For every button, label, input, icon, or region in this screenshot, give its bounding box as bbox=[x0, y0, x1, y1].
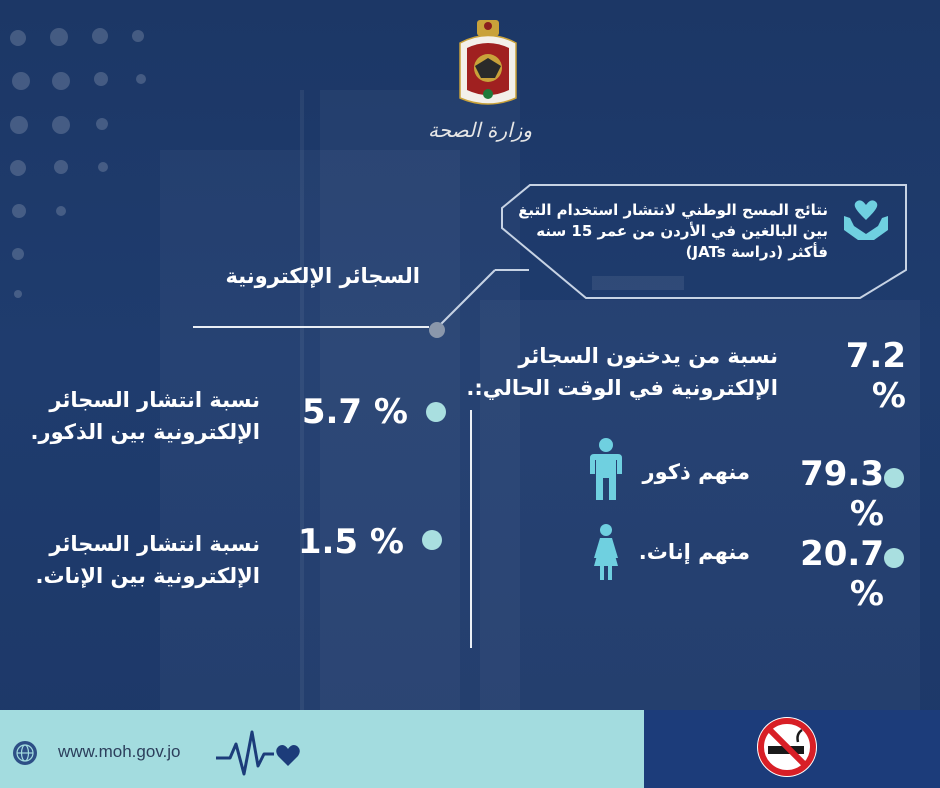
prevalence-females-value: 1.5 % bbox=[297, 522, 404, 562]
prevalence-females-label-line1: نسبة انتشار السجائر bbox=[49, 532, 260, 556]
bullet-dot bbox=[426, 402, 446, 422]
vertical-divider bbox=[470, 410, 472, 648]
survey-title-line3: فأكثر (دراسة JATs) bbox=[685, 243, 828, 261]
ministry-name: وزارة الصحة bbox=[428, 118, 532, 142]
survey-title-line2: بين البالغين في الأردن من عمر 15 سنه bbox=[536, 222, 828, 240]
males-share-value: 79.3 % bbox=[800, 454, 884, 534]
prevalence-males-value: 5.7 % bbox=[301, 392, 408, 432]
hands-heart-icon bbox=[840, 198, 892, 244]
bullet-dot bbox=[422, 530, 442, 550]
current-users-label-line1: نسبة من يدخنون السجائر bbox=[518, 344, 778, 368]
footer-info-bar bbox=[0, 710, 644, 788]
males-share-label: منهم ذكور bbox=[642, 460, 750, 484]
bullet-dot bbox=[884, 468, 904, 488]
prevalence-females-label-line2: الإلكترونية بين الإناث. bbox=[35, 564, 260, 588]
current-users-value: 7.2 % bbox=[845, 336, 906, 416]
females-share-label: منهم إناث. bbox=[638, 540, 750, 564]
section-underline bbox=[193, 326, 429, 328]
survey-title-line1: نتائج المسح الوطني لانتشار استخدام التبغ bbox=[518, 201, 828, 219]
no-smoking-icon bbox=[754, 714, 820, 780]
females-share-value: 20.7 % bbox=[800, 534, 884, 614]
prevalence-males-label-line2: الإلكترونية بين الذكور. bbox=[30, 420, 260, 444]
globe-icon bbox=[12, 740, 38, 766]
prevalence-males-label bbox=[20, 384, 260, 448]
heartbeat-heart-icon bbox=[216, 726, 308, 788]
current-users-label-line2: الإلكترونية في الوقت الحالي:. bbox=[466, 376, 778, 400]
website-link[interactable]: www.moh.gov.jo bbox=[58, 742, 181, 761]
current-users-label bbox=[460, 340, 778, 404]
bullet-dot bbox=[884, 548, 904, 568]
coat-of-arms-logo bbox=[455, 18, 521, 108]
male-person-icon bbox=[586, 438, 626, 502]
connector-line bbox=[425, 264, 535, 344]
survey-title bbox=[516, 200, 828, 263]
prevalence-males-label-line1: نسبة انتشار السجائر bbox=[49, 388, 260, 412]
footer-no-smoking-bar bbox=[644, 710, 940, 788]
prevalence-females-label bbox=[20, 528, 260, 592]
female-person-icon bbox=[588, 524, 624, 582]
section-title: السجائر الإلكترونية bbox=[225, 264, 420, 288]
